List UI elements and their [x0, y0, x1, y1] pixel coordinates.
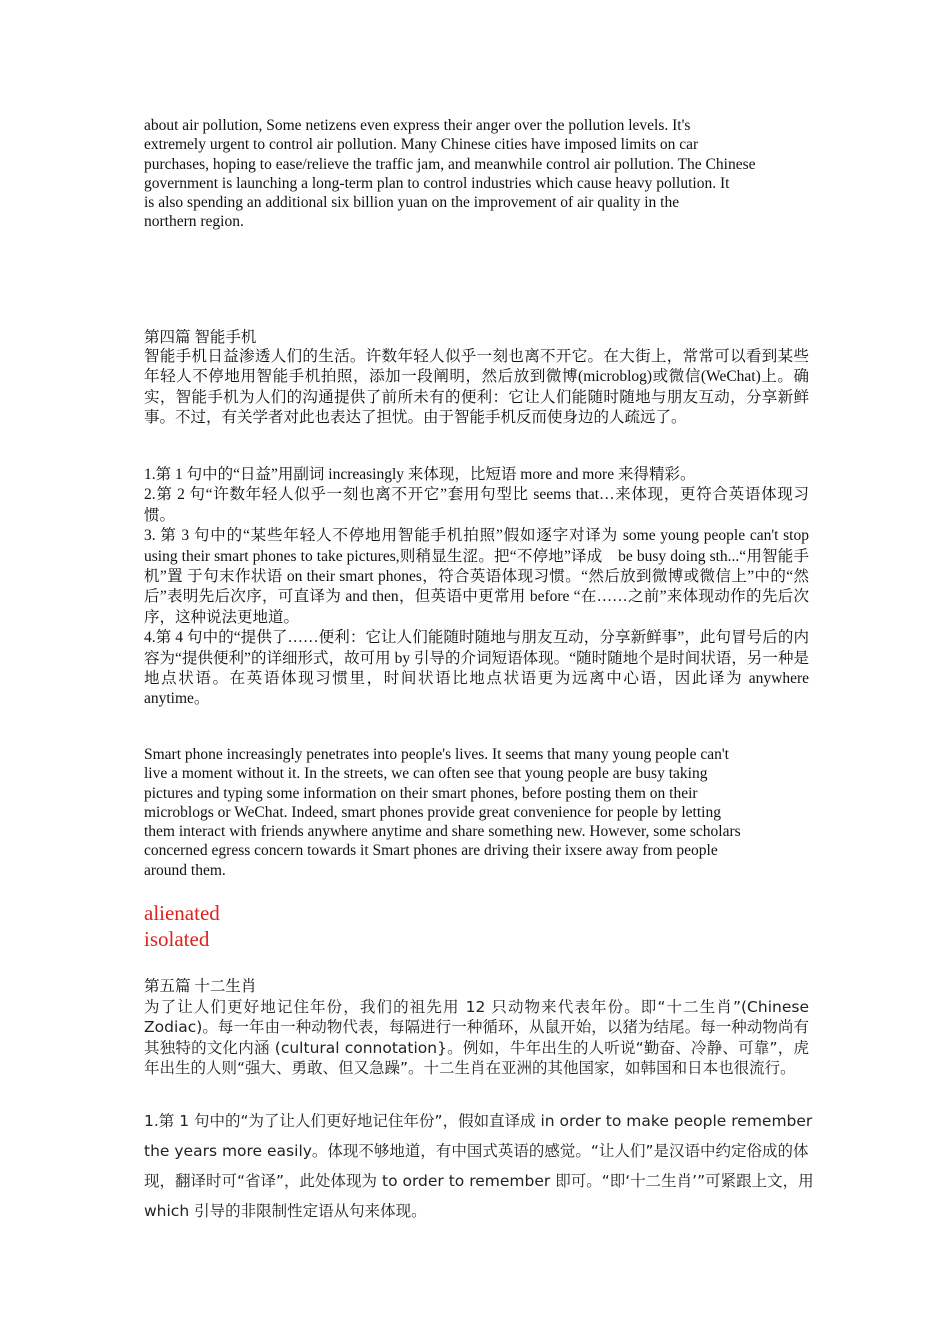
red-word: isolated [144, 927, 210, 951]
section4-heading: 第四篇 智能手机 [144, 329, 257, 346]
section3-english-paragraph [144, 116, 809, 232]
note-item: 1.第 1 句中的“日益”用副词 increasingly 来体现，比短语 more and more 来得精彩。 [144, 466, 696, 483]
red-vocabulary-words [144, 900, 809, 952]
section5-note: 1.第 1 句中的“为了让人们更好地记住年份”，假如直译成 in order to make people remember the years more easily。体现不够地道，有中国式英语的感觉。“让人们”是汉语中约定俗成的体现，翻译时可“省译”，此处体现为 to order to remember 即可。“即‘十二生肖’”可紧跟上文，用 which 引导的非限制性定语从句来体现。 [144, 1112, 814, 1220]
section4-chinese-paragraph: 智能手机日益渗透人们的生活。许数年轻人似乎一刻也离不开它。在大街上，常常可以看到某些年轻人不停地用智能手机拍照，添加一段阐明，然后放到微博(microblog)或微信(WeChat)上。确实，智能手机为人们的沟通提供了前所未有的便利：它让人们能随时随地与朋友互动，分享新鲜事。不过，有关学者对此也表达了担忧。由于智能手机反而使身边的人疏远了。 [144, 348, 809, 427]
red-word: alienated [144, 901, 220, 925]
note-item: 3. 第 3 句中的“某些年轻人不停地用智能手机拍照”假如逐字对译为 some young people can't stop using their smart phones to take pictures,则稍显生涩。把“不停地”译成 be busy doing sth...“用智能手机”置 于句末作状语 on their smart phones，符合英语体现习惯。“然后放到微博或微信上”中的“然后”表明先后次序，可直译为 and then，但英语中更常用 before “在……之前”来体现动作的先后次序，这种说法更地道。 [144, 527, 809, 626]
text-line: concerned egress concern towards it Smart phones are driving their ixsere away from people [144, 842, 718, 860]
text-line: them interact with friends anywhere anytime and share something new. However, some scholars [144, 823, 741, 841]
text-line: northern region. [144, 213, 244, 231]
note-item: 4.第 4 句中的“提供了……便利：它让人们能随时随地与朋友互动，分享新鲜事”，此句冒号后的内容为“提供便利”的详细形式，故可用 by 引导的介词短语体现。“随时随地个是时间状语，另一种是地点状语。在英语体现习惯里，时间状语比地点状语更为远离中心语，因此译为 anywhere anytime。 [144, 629, 809, 708]
text-line: live a moment without it. In the streets, we can often see that young people are busy taking [144, 765, 708, 783]
text-line: around them. [144, 861, 226, 879]
note-item: 2.第 2 句“许数年轻人似乎一刻也离不开它”套用句型比 seems that…来体现，更符合英语体现习惯。 [144, 486, 809, 524]
text-line: government is launching a long-term plan to control industries which cause heavy pollution. It [144, 174, 730, 192]
text-line: microblogs or WeChat. Indeed, smart phones provide great convenience for people by letting [144, 803, 721, 821]
text-line: is also spending an additional six billion yuan on the improvement of air quality in the [144, 194, 680, 212]
text-line: about air pollution, Some netizens even express their anger over the pollution levels. It's [144, 117, 691, 134]
section4-english-paragraph [144, 745, 809, 880]
section5-heading: 第五篇 十二生肖 [144, 978, 257, 995]
text-line: purchases, hoping to ease/relieve the traffic jam, and meanwhile control air pollution. The Chinese [144, 155, 756, 173]
section4-notes [144, 465, 809, 710]
text-line: extremely urgent to control air pollution. Many Chinese cities have imposed limits on car [144, 136, 699, 154]
text-line: pictures and typing some information on their smart phones, before posting them on their [144, 784, 698, 802]
section5-chinese-paragraph: 为了让人们更好地记住年份，我们的祖先用 12 只动物来代表年份。即“十二生肖”(Chinese Zodiac)。每一年由一种动物代表，每隔进行一种循环，从鼠开始，以猪为结尾。每一种动物尚有其独特的文化内涵 (cultural connotation}。例如，牛年出生的人听说“勤奋、冷静、可靠”，虎年出生的人则“强大、勇敢、但又急躁”。十二生肖在亚洲的其他国家，如韩国和日本也很流行。 [144, 998, 809, 1078]
text-line: Smart phone increasingly penetrates into people's lives. It seems that many young people can't [144, 746, 729, 763]
